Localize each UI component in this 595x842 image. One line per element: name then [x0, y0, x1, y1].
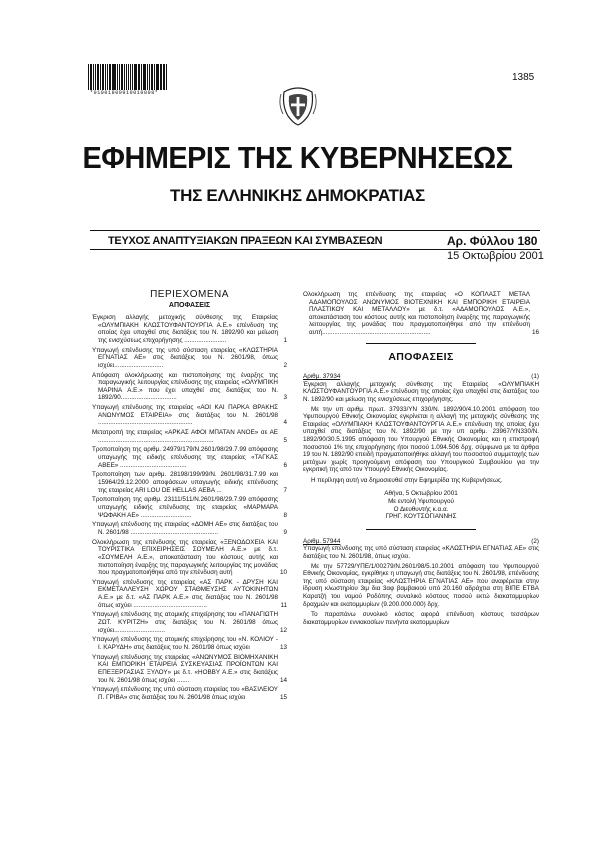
barcode-bar [161, 64, 162, 90]
toc-item-text: Υπαγωγή επένδυσης της εταιρείας «ΑΝΩΝΥΜΟΣ ΒΙΟΜΗΧΑΝΙΚΗ ΚΑΙ ΕΜΠΟΡΙΚΗ ΕΤΑΙΡΕΙΑ ΣΥΣΚΕΥΑΣΙΑΣ ΠΡΟΪΟΝΤΩΝ ΚΑΙ ΕΠΕΞΕΡΓΑΣΙΑΣ ΞΥΛΟΥ» με δ.τ. «ΗΟΒΒΥ Α.Ε.» στις διατάξεις του Ν. 2601/98 όπως ισχύει ....... [92, 653, 278, 684]
issue-date: 15 Οκτωβρίου 2001 [447, 250, 544, 262]
toc-item-text: Υπαγωγή επένδυσης της ατομικής επιχείρησης του «ΠΑΝΑΓΙΩΤΗ ΖΩΤ. ΚΥΡΙΤΖΗ» στις διατάξεις του Ν. 2601/98 όπως ισχύει............................. [92, 611, 278, 634]
signature-name: ΓΡΗΓ. ΚΟΥΤΣΟΓΙΑΝΝΗΣ [385, 513, 457, 521]
toc-item [92, 314, 287, 344]
toc-item-page: 2 [283, 361, 287, 369]
toc-item-text: Υπαγωγή επένδυσης της υπό σύσταση εταιρείας «ΚΛΩΣΤΗΡΙΑ ΕΓΝΑΤΙΑΣ ΑΕ» στις διατάξεις του Ν. 2601/98, όπως ισχύει............................ [92, 346, 278, 369]
barcode-bar [102, 64, 104, 90]
issue-title: ΤΕΥΧΟΣ ΑΝΑΠΤΥΞΙΑΚΩΝ ΠΡΑΞΕΩΝ ΚΑΙ ΣΥΜΒΑΣΕΩΝ [108, 235, 383, 247]
barcode-bar [160, 64, 161, 90]
contents-list [92, 314, 287, 702]
barcode-bar [90, 64, 92, 90]
barcode-number: *01001800910010008* [90, 90, 159, 96]
toc-item-page: 6 [283, 461, 287, 469]
toc-item-text: Τροποποίηση της αριθμ. 24979/179/Ν.2601/98/29.7.99 απόφασης υπαγωγής της ειδικής επένδυσης της εταιρείας «ΤΑΓΚΑΣ ΑΒΕΕ» ...................................... [92, 446, 278, 469]
toc-item-text: Υπαγωγή επένδυσης της ατομικής επιχείρησης του «Ν. ΚΟΛΙΟΥ - Ι. ΚΑΡΥΔΗ» στις διατάξεις του Ν. 2601/98 όπως ισχύει [92, 636, 278, 651]
toc-item-page: 12 [279, 626, 287, 634]
barcode-bar [112, 64, 113, 90]
signature-role: Με εντολή Υφυπουργού [388, 498, 454, 506]
toc-item-page: 10 [279, 569, 287, 577]
toc-item [92, 347, 287, 370]
toc-item-page: 3 [283, 394, 287, 402]
toc-item [92, 372, 287, 402]
decision-2-number: (2) [531, 537, 539, 545]
barcode-bar [138, 64, 140, 90]
toc-item-text: Υπαγωγή επένδυσης της υπό σύσταση εταιρείας του «ΒΑΣΙΛΕΙΟΥ Π. ΓΡΙΒΑ» στις διατάξεις του Ν. 2601/98 όπως ισχύει [92, 686, 278, 701]
toc-item [303, 291, 539, 337]
toc-item-text: Έγκριση αλλαγής μετοχικής σύνθεσης της Εταιρείας «ΟΛΥΜΠΙΑΚΗ ΚΛΩΣΤΟΥΦΑΝΤΟΥΡΓΙΑ Α.Ε.» επένδυση της οποίας έχει υπαχθεί στις διατάξεις του Ν. 1892/90 και μείωση της ενισχύσεως επιχορήγησης ........................ [92, 314, 278, 344]
toc-item-text: Μετατροπή της εταιρείας «ΑΡΚΑΣ ΑΦΟΙ ΜΠΑΤΑΝ ΑΝΟΕ» σε ΑΕ .................................................................. [92, 429, 278, 444]
decisions-heading: ΑΠΟΦΑΣΕΙΣ [388, 350, 454, 363]
barcode-bar [130, 64, 131, 90]
decision-1-number: (1) [531, 373, 539, 381]
decision-1-title: Έγκριση αλλαγής μετοχικής σύνθεσης της Εταιρείας «ΟΛΥΜΠΙΑΚΗ ΚΛΩΣΤΟΥΦΑΝΤΟΥΡΓΙΑ Α.Ε.» επένδυση της οποίας έχει υπαχθεί στις διατάξεις του Ν. 1892/90 και μείωση της ενισχύσεως επιχορήγησης. [303, 380, 539, 403]
issue-sheet-number: Αρ. Φύλλου 180 [447, 234, 538, 248]
barcode-bar [149, 64, 150, 90]
toc-item-page: 8 [283, 511, 287, 519]
contents-column [92, 289, 287, 704]
barcode-bar [144, 64, 146, 90]
toc-item [92, 636, 287, 651]
barcode-bar [117, 64, 118, 90]
toc-item-text: Τροποποίηση των αριθμ. 28198/199/99/Ν. 2601/98/31.7.99 και 15964/29.12.2000 αποφάσεων υπαγωγής ειδικής επένδυσης της εταιρείας ΑRI LOU DE HELLAS ΑΕΒΑ ... [92, 471, 278, 494]
barcode-bar [141, 64, 142, 90]
section-divider [366, 343, 476, 344]
toc-item [92, 686, 287, 701]
barcode-bar [95, 64, 96, 90]
barcode-bar [147, 64, 148, 90]
toc-item-page: 15 [279, 693, 287, 701]
decision-1-signature [303, 490, 539, 520]
contents-heading: ΠΕΡΙΕΧΟΜΕΝΑ [150, 289, 229, 300]
toc-item-text: Τροποποίηση της αριθμ. 23111/511/Ν.2601/98/29.7.99 απόφασης υπαγωγής ειδικής επένδυσης της εταιρείας «ΜΑΡΜΑΡΑ ΨΩΦΑΚΗ ΑΕ» ............................. [92, 496, 278, 519]
toc-item-text: Υπαγωγή επένδυσης της εταιρείας «ΑΟΙ ΚΑΙ ΠΑΡΚΑ ΘΡΑΚΗΣ ΑΝΩΝΥΜΟΣ ΕΤΑΙΡΕΙΑ» στις διατάξεις του Ν. 2601/98 ...................................................... [92, 404, 278, 427]
decision-1-publication-note: Η περίληψη αυτή να δημοσιευθεί στην Εφημερίδα της Κυβερνήσεως. [311, 476, 503, 484]
barcode-bar [156, 64, 159, 90]
barcode-bar [109, 64, 111, 90]
toc-item-page: 4 [283, 419, 287, 427]
signature-place-date: Αθήνα, 5 Οκτωβρίου 2001 [384, 490, 458, 498]
toc-item-page: 16 [531, 328, 539, 336]
toc-item-text: Απόφαση ολοκλήρωσης και πιστοποίησης της έναρξης της παραγωγικής λειτουργίας επένδυσης της εταιρείας «ΟΛΥΜΠΙΚΗ ΜΑΡΙΝΑ Α.Ε.» που έχει υπαχθεί στις διατάξεις του Ν. 1892/90................................ [92, 371, 278, 402]
toc-item-page: 13 [279, 644, 287, 651]
barcode-bar [121, 64, 123, 90]
barcode-bar [143, 64, 144, 90]
toc-item-page: 14 [279, 676, 287, 684]
barcode-bar [124, 64, 125, 90]
toc-item [92, 471, 287, 494]
decision-2-body: Με την 57729/ΥΠΕ/1/00279/Ν.2601/98/5.10.2001 απόφαση του Υφυπουργού Εθνικής Οικονομίας, εγκρίθηκε η υπαγωγή στις διατάξεις του Ν. 2601/98, επένδυσης της υπό σύσταση εταιρείας «ΚΛΩΣΤΗΡΙΑ ΕΓΝΑΤΙΑΣ ΑΕ» που αναφέρεται στην ίδρυση κλωστηρίου 3ιμ δια 3αφ βαμβακιού υπό 20.160 αδράχτια στη ΒΙΠΕ ΕΤΒΑ Καρατζή του νομού Ροδόπης συναλικό κόστους ποσού εκτώ διακατομμυρίων δραχμών και εκατομμυρίων (9.200.000.000) δρχ. [303, 562, 539, 608]
toc-item [92, 539, 287, 577]
toc-item-page: 5 [283, 436, 287, 444]
toc-item [92, 429, 287, 444]
decision-divider [366, 529, 476, 530]
decision-2-ref: Αριθμ. 57944 [303, 537, 341, 545]
barcode-bar [163, 64, 165, 90]
decision-1-ref: Αριθμ. 37934 [303, 373, 341, 381]
header-rule-top [90, 230, 540, 231]
toc-item [92, 579, 287, 609]
signature-role: Ο Διευθυντής κ.α.α. [393, 505, 449, 513]
decision-2-cost-paragraph: Το παραπάνω συνολικό κόστος αφορά επένδυση κόστους τεσσάρων διακατομμυρίων εννιακοσίων πενήντα εκατομμυρίων [303, 611, 539, 626]
barcode-bar [97, 64, 100, 90]
barcode-bar [126, 64, 128, 90]
contents-subheading: ΑΠΟΦΑΣΕΙΣ [168, 302, 211, 309]
toc-item-page: 7 [283, 486, 287, 494]
decision-2-title: Υπαγωγή επένδυσης της υπό σύσταση εταιρείας «ΚΛΩΣΤΗΡΙΑ ΕΓΝΑΤΙΑΣ ΑΕ» στις διατάξεις του Ν. 2601/98, όπως ισχύει. [303, 545, 539, 561]
toc-item-text: Ολοκλήρωση της επένδυσης της εταιρείας «ΞΕΝΟΔΟΧΕΙΑ ΚΑΙ ΤΟΥΡΙΣΤΙΚΑ ΕΠΙΧΕΙΡΗΣΕΙΣ ΣΟΥΜΕΛΗ Α.Ε.» με δ.τ. «ΣΟΥΜΕΛΗ Α.Ε.», αποκατάσταση του κόστους αυτής και πιστοποίηση έναρξης της παραγωγικής λειτουργίας της μονάδας που πραγματοποιήθηκε από την επένδυση αυτή [92, 538, 278, 577]
barcode-bar [119, 64, 120, 90]
barcode-bar [88, 64, 89, 90]
barcode-bar [128, 64, 129, 90]
toc-item [92, 611, 287, 634]
toc-item-page: 1 [283, 336, 287, 344]
barcode-bar [100, 64, 101, 90]
barcode-bar [134, 64, 137, 90]
barcode-bar [151, 64, 153, 90]
toc-item [92, 654, 287, 684]
toc-item-text: Υπαγωγή επένδυσης της εταιρείας «ΑΣ ΠΑΡΚ - ΔΡΥΣΗ ΚΑΙ ΕΚΜΕΤΑΛΛΕΥΣΗ ΧΩΡΟΥ ΣΤΑΘΜΕΥΣΗΣ ΑΥΤΟΚΙΝΗΤΩΝ Α.Ε.» με δ.τ. «ΑΣ ΠΑΡΚ Α.Ε.» στις διατάξεις του Ν. 2601/98 όπως ισχύει .......................................... [92, 578, 278, 609]
decision-1-body: Με την υπ αριθμ. πρωτ. 37933/ΥΝ 330/Ν. 1892/90/4.10.2001 απόφαση του Υφυπουργού Εθνικής Οικονομίας εγκρίνεται η αλλαγή της μετοχικής σύνθεσης της Εταιρείας «ΟΛΥΜΠΙΑΚΗ ΚΛΩΣΤΟΥΦΑΝΤΟΥΡΓΙΑ Α.Ε.» επένδυση της οποίας έχει υπαχθεί στις διατάξεις του Ν. 1892/90 με την υπ αριθμ. 23967/ΥΝ330/Ν. 1892/90/30.5.1995 απόφαση του Υπουργού Εθνικής Οικονομίας και η επιστροφή ποσοστού 1% της επιχορήγησης ήτοι ποσού 1.094.506 δρχ. σύμφωνα με τα άρθρα 19 του Ν. 1892/90 επειδή πραγματοποιήθηκε αλλαγή του ποσοστού συμμετοχής των μετόχων χωρίς προηγούμενη απόφαση του Υπουργικού Συμβουλίου για την εγκριτική της από τον Υπουργό Εθνικής Οικονομίας. [303, 405, 539, 474]
toc-item [92, 521, 287, 536]
toc-item [92, 446, 287, 469]
barcode-bar [93, 64, 94, 90]
barcode-bar [132, 64, 133, 90]
toc-item [92, 496, 287, 519]
barcode-bar [107, 64, 108, 90]
toc-item-page: 9 [283, 528, 287, 536]
barcode-bar [166, 64, 167, 90]
coat-of-arms-emblem [278, 84, 318, 128]
decisions-column [303, 291, 539, 629]
barcode [88, 60, 168, 90]
decision-1-header [303, 373, 539, 381]
page-number: 1385 [512, 72, 535, 83]
barcode-bar [154, 64, 155, 90]
toc-item-page: 11 [280, 601, 287, 609]
toc-item [92, 404, 287, 427]
toc-item-text: Ολοκλήρωση της επένδυσης της εταιρείας «Ο ΚΟΠΛΑΣΤ ΜΕΤΑΛ ΑΔΑΜΟΠΟΥΛΟΣ ΑΝΩΝΥΜΟΣ ΒΙΟΤΕΧΝΙΚΗ ΚΑΙ ΕΜΠΟΡΙΚΗ ΕΤΑΙΡΕΙΑ ΠΛΑΣΤΙΚΟΥ ΚΑΙ ΜΕΤΑΛΛΟΥ» με δ.τ. «ΑΔΑΜΟΠΟΥΛΟΣ Α.Ε.», αποκατάσταση του κόστους αυτής και πιστοποίηση έναρξης της παραγωγικής λειτουργίας της μονάδας που πραγματοποιήθηκε από την επένδυση αυτή.............................................................. [303, 291, 530, 336]
barcode-bar [105, 64, 106, 90]
gazette-title: ΕΦΗΜΕΡΙΣ ΤΗΣ ΚΥΒΕΡΝΗΣΕΩΣ [82, 140, 513, 175]
gazette-subtitle: ΤΗΣ ΕΛΛΗΝΙΚΗΣ ΔΗΜΟΚΡΑΤΙΑΣ [170, 186, 425, 205]
toc-item-text: Υπαγωγή επένδυσης της εταιρείας «ΔΟΜΗ ΑΕ» στις διατάξεις του Ν. 2601/98 .................................................. [92, 521, 278, 536]
barcode-bar [113, 64, 116, 90]
